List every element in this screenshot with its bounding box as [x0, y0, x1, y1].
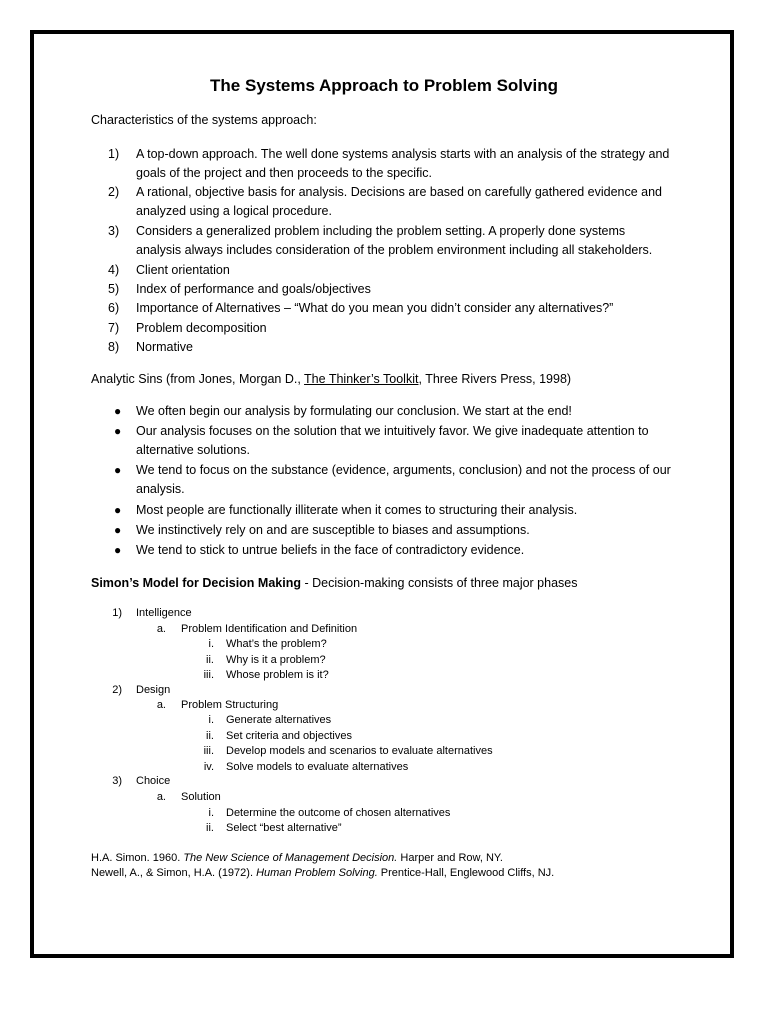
- list-number: 8): [108, 340, 120, 354]
- outline-text: Intelligence: [136, 607, 192, 619]
- outline-roman: i.: [208, 638, 214, 650]
- outline-sub: [0, 790, 768, 805]
- outline-text: Problem Identification and Definition: [181, 623, 358, 635]
- bullet-text-cont: analysis.: [136, 482, 185, 496]
- list-text: Normative: [136, 340, 193, 354]
- reference-publisher: Prentice-Hall, Englewood Cliffs, NJ.: [377, 867, 555, 879]
- outline-text: Whose problem is it?: [226, 669, 329, 681]
- reference-text: Newell, A., & Simon, H.A. (1972).: [91, 867, 257, 879]
- outline-number: 3): [112, 775, 122, 787]
- bullet-text: We tend to focus on the substance (evidence, arguments, conclusion) and not the process of our: [136, 463, 671, 477]
- outline-letter: a.: [156, 623, 166, 635]
- outline-item: [0, 637, 768, 652]
- outline-text: Set criteria and objectives: [226, 730, 352, 742]
- simon-heading-rest: - Decision-making consists of three major phases: [300, 576, 578, 590]
- bullet-text: We often begin our analysis by formulating our conclusion. We start at the end!: [136, 404, 572, 418]
- list-text: A top-down approach. The well done systems analysis starts with an analysis of the strategy and: [136, 147, 670, 161]
- bullet-icon: ●: [114, 424, 122, 438]
- outline-text: Design: [136, 684, 171, 696]
- list-text-cont: analysis always includes consideration of the problem environment including all stakeholders.: [136, 243, 653, 257]
- bullet-icon: ●: [114, 503, 122, 517]
- outline-item: [0, 713, 768, 728]
- simon-heading: [91, 576, 578, 590]
- outline-roman: ii.: [206, 654, 214, 666]
- page-title: The Systems Approach to Problem Solving: [210, 76, 558, 95]
- bullet-text: We instinctively rely on and are susceptible to biases and assumptions.: [136, 523, 530, 537]
- outline-number: 2): [112, 684, 122, 696]
- list-number: 1): [108, 147, 120, 161]
- outline-item: [0, 760, 768, 775]
- bullet-text: Our analysis focuses on the solution that we intuitively favor. We give inadequate attention to: [136, 424, 649, 438]
- sins-heading-prefix: Analytic Sins (from Jones, Morgan D.,: [91, 372, 305, 386]
- bullet-text: Most people are functionally illiterate when it comes to structuring their analysis.: [136, 503, 578, 517]
- outline-text: Select “best alternative”: [226, 822, 342, 834]
- sins-heading: [91, 372, 571, 386]
- outline-text: Why is it a problem?: [226, 654, 326, 666]
- outline-item: [0, 806, 768, 821]
- outline-sub: [0, 698, 768, 713]
- outline-roman: iv.: [203, 761, 214, 773]
- reference: [91, 867, 554, 879]
- outline-text: Generate alternatives: [226, 714, 332, 726]
- outline-letter: a.: [156, 699, 166, 711]
- outline-letter: a.: [156, 791, 166, 803]
- outline-text: Solve models to evaluate alternatives: [226, 761, 409, 773]
- book-title: The Thinker’s Toolkit: [304, 372, 419, 386]
- outline-item: [0, 668, 768, 683]
- bullet-icon: ●: [114, 463, 122, 477]
- outline-item: [0, 744, 768, 759]
- characteristics-heading: Characteristics of the systems approach:: [91, 113, 317, 127]
- bullet-icon: ●: [114, 404, 122, 418]
- list-number: 4): [108, 263, 120, 277]
- outline-text: Develop models and scenarios to evaluate alternatives: [226, 745, 493, 757]
- reference-title: The New Science of Management Decision.: [183, 852, 398, 864]
- bullet-icon: ●: [114, 523, 122, 537]
- list-text: Client orientation: [136, 263, 230, 277]
- outline-item: [0, 653, 768, 668]
- list-text: Importance of Alternatives – “What do you mean you didn’t consider any alternatives?”: [136, 301, 614, 315]
- outline-phase: [0, 683, 768, 698]
- outline-phase: [0, 606, 768, 621]
- outline-text: Solution: [181, 791, 221, 803]
- list-text: Problem decomposition: [136, 321, 267, 335]
- reference-publisher: Harper and Row, NY.: [397, 852, 503, 864]
- list-text-cont: goals of the project and then proceeds to the specific.: [136, 166, 433, 180]
- outline-sub: [0, 622, 768, 637]
- list-number: 7): [108, 321, 120, 335]
- outline-roman: ii.: [206, 822, 214, 834]
- list-number: 3): [108, 224, 120, 238]
- outline-text: What’s the problem?: [226, 638, 327, 650]
- sins-heading-suffix: , Three Rivers Press, 1998): [418, 372, 572, 386]
- outline-roman: ii.: [206, 730, 214, 742]
- outline-text: Problem Structuring: [181, 699, 279, 711]
- outline-roman: i.: [208, 807, 214, 819]
- outline-text: Choice: [136, 775, 171, 787]
- list-text: Considers a generalized problem including the problem setting. A properly done systems: [136, 224, 626, 238]
- reference-title: Human Problem Solving.: [256, 867, 378, 879]
- simon-heading-bold: Simon’s Model for Decision Making: [91, 576, 301, 590]
- outline-number: 1): [112, 607, 122, 619]
- list-number: 5): [108, 282, 120, 296]
- bullet-icon: ●: [114, 543, 122, 557]
- outline-text: Determine the outcome of chosen alternatives: [226, 807, 451, 819]
- list-text: Index of performance and goals/objectives: [136, 282, 371, 296]
- list-number: 2): [108, 185, 120, 199]
- reference-text: H.A. Simon. 1960.: [91, 852, 184, 864]
- bullet-text-cont: alternative solutions.: [136, 443, 250, 457]
- outline-item: [0, 729, 768, 744]
- list-text-cont: analyzed using a logical procedure.: [136, 204, 332, 218]
- list-number: 6): [108, 301, 120, 315]
- outline-roman: iii.: [203, 745, 214, 757]
- outline-roman: iii.: [203, 669, 214, 681]
- outline-roman: i.: [208, 714, 214, 726]
- outline-item: [0, 821, 768, 836]
- reference: [91, 852, 503, 864]
- list-text: A rational, objective basis for analysis. Decisions are based on carefully gathered evidence and: [136, 185, 663, 199]
- bullet-text: We tend to stick to untrue beliefs in the face of contradictory evidence.: [136, 543, 525, 557]
- outline-phase: [0, 774, 768, 789]
